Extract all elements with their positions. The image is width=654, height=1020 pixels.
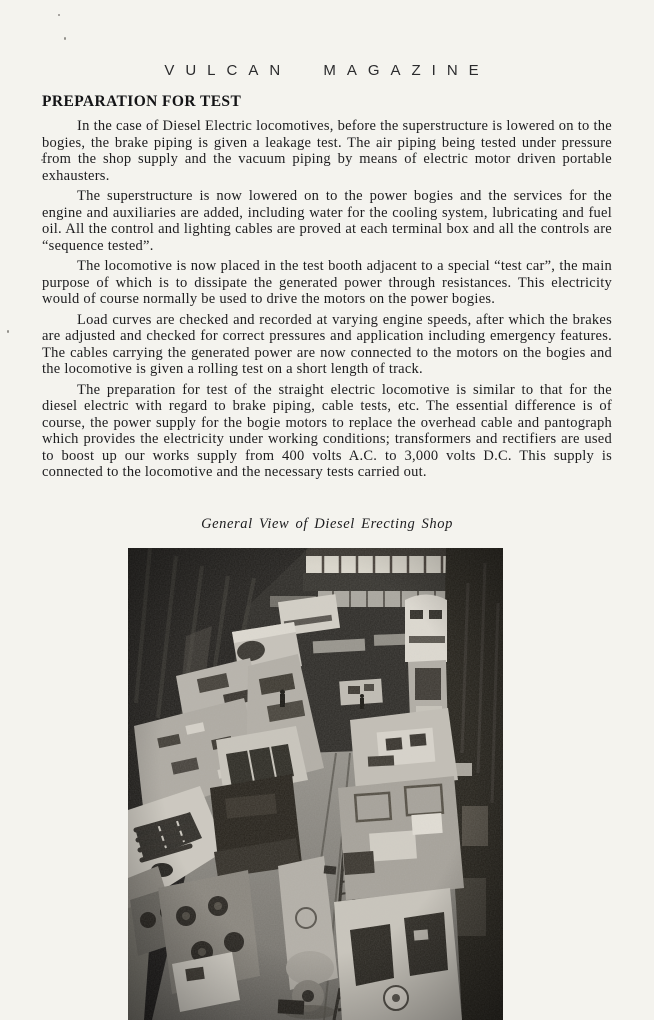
photo-caption: General View of Diesel Erecting Shop	[201, 516, 453, 532]
diesel-erecting-shop-illustration	[128, 548, 503, 1020]
paragraph-2: The superstructure is now lowered on to the power bogies and the services for the engine and auxiliaries are added, including water for the cooling system, lubricating and fuel oil. All the control and lighting cables are proved at each terminal box and all the controls are “sequence tested”.	[42, 188, 612, 254]
erecting-shop-photo	[128, 548, 503, 1020]
magazine-title: VULCAN MAGAZINE	[164, 62, 490, 79]
paragraph-3: The locomotive is now placed in the test booth adjacent to a special “test car”, the main purpose of which is to dissipate the generated power through resistances. This electricity would of course normally be used to drive the motors on the power bogies.	[42, 258, 612, 307]
scan-speck	[7, 330, 9, 333]
section-heading: PREPARATION FOR TEST	[42, 93, 242, 110]
paragraph-4: Load curves are checked and recorded at varying engine speeds, after which the brakes are adjusted and checked for correct pressures and application including emergency features. The cables carrying the generated power are now connected to the motors on the bogies and the locomotive is given a rolling test on a short length of track.	[42, 311, 612, 377]
scan-speck	[64, 37, 66, 40]
paragraph-5: The preparation for test of the straight electric locomotive is similar to that for the diesel electric with regard to brake piping, cable tests, etc. The essential difference is of course, the power supply for the bogie motors to replace the overhead cable and pantograph which provides the electricity under working conditions; transformers and rectifiers are used to boost up our works supply from 400 volts A.C. to 3,000 volts D.C. This supply is connected to the locomotive and the necessary tests carried out.	[42, 381, 612, 480]
scan-speck	[58, 14, 60, 16]
article-body	[42, 93, 612, 485]
paragraph-1: In the case of Diesel Electric locomotives, before the superstructure is lowered on to the bogies, the brake piping is given a leakage test. The air piping being tested under pressure from the shop supply and the vacuum piping by means of electric motor driven portable exhausters.	[42, 118, 612, 184]
